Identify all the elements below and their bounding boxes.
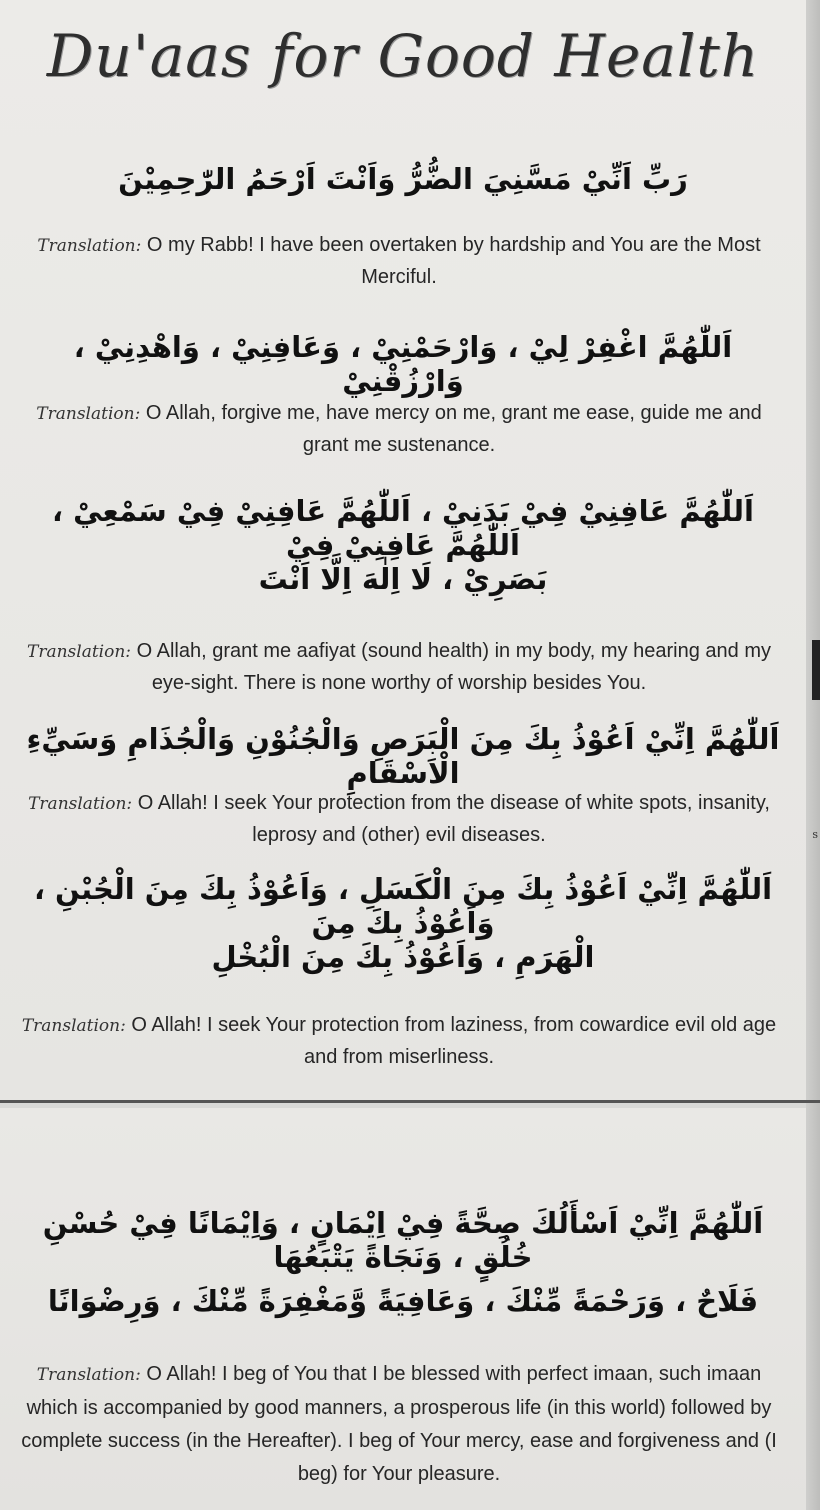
page-edge — [806, 0, 820, 1510]
dua-1-translation — [14, 230, 784, 293]
dua-3-arabic-line-1: اَللّٰهُمَّ عَافِنِيْ فِيْ بَدَنِيْ ، اَللّٰهُمَّ عَافِنِيْ فِيْ سَمْعِيْ ، اَللّٰهُمَّ عَافِنِيْ فِيْ — [52, 494, 754, 562]
edge-letter: s — [812, 828, 818, 841]
dua-6-arabic-line-2: فَلَاحٌ ، وَرَحْمَةً مِّنْكَ ، وَعَافِيَةً وَّمَغْفِرَةً مِّنْكَ ، وَرِضْوَانًا — [47, 1284, 759, 1318]
dua-4-translation — [14, 788, 784, 851]
dua-3-translation — [14, 636, 784, 699]
translation-text: O my Rabb! I have been overtaken by hardship and You are the Most Merciful. — [146, 234, 761, 288]
dua-5-translation — [14, 1010, 784, 1073]
translation-label: Translation: — [28, 794, 133, 814]
dua-6-arabic-line-1: اَللّٰهُمَّ اِنِّيْ اَسْأَلُكَ صِحَّةً فِيْ اِيْمَانٍ ، وَاِيْمَانًا فِيْ حُسْنِ خُلُقٍ ، وَنَجَاةً يَتْبَعُهَا — [42, 1206, 764, 1274]
translation-label: Translation: — [27, 642, 132, 662]
translation-text: O Allah, forgive me, have mercy on me, grant me ease, guide me and grant me sustenance. — [145, 402, 762, 456]
dua-2-arabic-line-1: اَللّٰهُمَّ اغْفِرْ لِيْ ، وَارْحَمْنِيْ ، وَعَافِنِيْ ، وَاهْدِنِيْ ، وَارْزُقْنِيْ — [73, 330, 733, 398]
dua-6-translation — [14, 1358, 784, 1491]
page-fold-line — [0, 1100, 820, 1103]
translation-label: Translation: — [21, 1016, 126, 1036]
translation-text: O Allah! I beg of You that I be blessed with perfect imaan, such imaan which is accompanied by good manners, a prosperous life (in this world) followed by complete success (in the Hereafter). I beg of Your mercy, ease and forgiveness and (I beg) for Your pleasure. — [21, 1363, 777, 1485]
dua-1-arabic-line-1: رَبِّ اَنِّيْ مَسَّنِيَ الضُّرُّ وَاَنْتَ اَرْحَمُ الرّٰحِمِيْنَ — [118, 162, 688, 196]
dua-5-arabic-line-1: اَللّٰهُمَّ اِنِّيْ اَعُوْذُ بِكَ مِنَ الْكَسَلِ ، وَاَعُوْذُ بِكَ مِنَ الْجُبْنِ ، وَاَعُوْذُ بِكَ مِنَ — [33, 872, 773, 940]
translation-text: O Allah, grant me aafiyat (sound health) in my body, my hearing and my eye-sight. There is none worthy of worship besides You. — [136, 640, 771, 694]
translation-label: Translation: — [37, 236, 142, 256]
translation-text: O Allah! I seek Your protection from laziness, from cowardice evil old age and from miserliness. — [131, 1014, 777, 1068]
page-title: Du'aas for Good Health — [46, 22, 760, 90]
edge-mark — [812, 640, 820, 700]
dua-3-arabic-line-2: بَصَرِيْ ، لَا اِلٰهَ اِلَّا اَنْتَ — [258, 562, 548, 596]
translation-text: O Allah! I seek Your protection from the disease of white spots, insanity, leprosy and (other) evil diseases. — [137, 792, 770, 846]
dua-2-translation — [14, 398, 784, 461]
dua-4-arabic-line-1: اَللّٰهُمَّ اِنِّيْ اَعُوْذُ بِكَ مِنَ الْبَرَصِ وَالْجُنُوْنِ وَالْجُذَامِ وَسَيِّءِ الْاَسْقَامِ — [26, 722, 780, 790]
translation-label: Translation: — [36, 404, 141, 424]
translation-label: Translation: — [36, 1365, 141, 1385]
dua-5-arabic-line-2: الْهَرَمِ ، وَاَعُوْذُ بِكَ مِنَ الْبُخْلِ — [211, 940, 595, 974]
